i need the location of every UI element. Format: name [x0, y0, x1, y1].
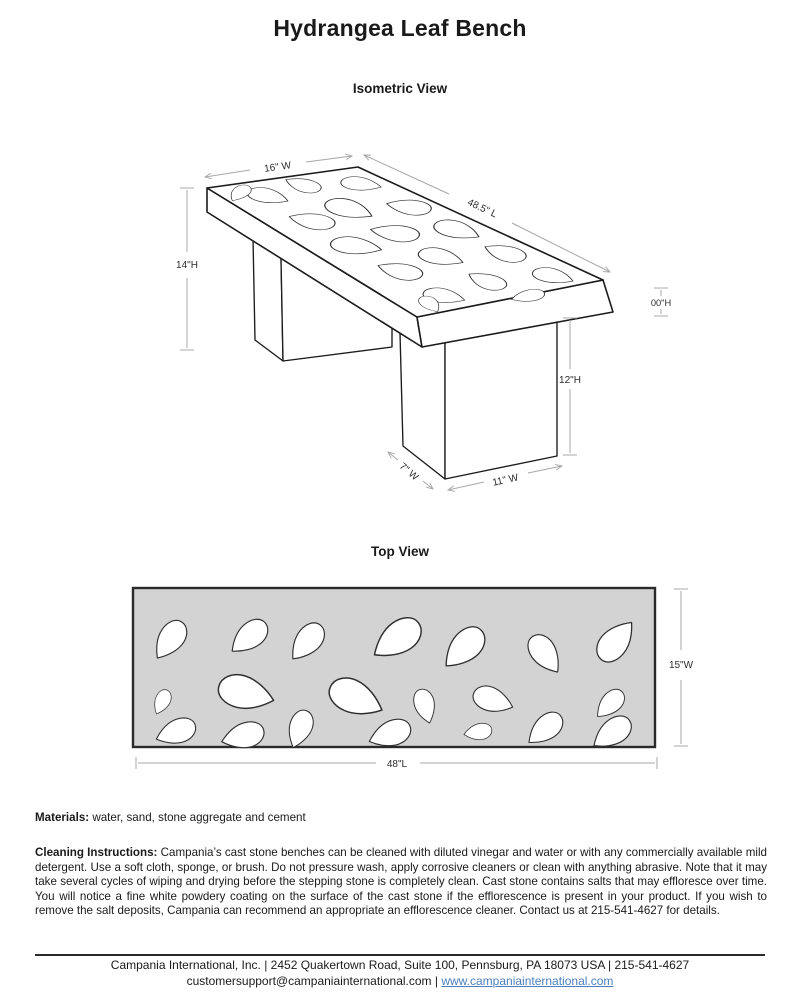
top-view-heading: Top View — [370, 544, 429, 559]
cleaning-instructions-paragraph — [35, 846, 767, 919]
dim-label-leg-width: 11" W — [491, 472, 520, 489]
page-title: Hydrangea Leaf Bench — [273, 15, 527, 41]
dim-label-overall-height: 14"H — [176, 260, 198, 271]
dim-label-slab-thickness: 00"H — [650, 298, 672, 308]
top-view-drawing — [133, 588, 694, 770]
materials-value: water, sand, stone aggregate and cement — [89, 811, 306, 824]
footer-website-link[interactable]: www.campaniainternational.com — [441, 974, 614, 988]
footer-separator: | — [431, 974, 442, 988]
footer-company-line: Campania International, Inc. | 2452 Quakertown Road, Suite 100, Pennsburg, PA 18073 USA | 215-541-4627 — [110, 958, 690, 972]
dim-label-length: 48.5" L — [465, 197, 499, 221]
dim-label-leg-depth: 7" W — [396, 461, 421, 484]
footer-divider — [35, 954, 765, 956]
dim-label-top-width: 16" W — [263, 160, 292, 175]
isometric-drawing — [176, 155, 671, 490]
footer-contact-line — [0, 974, 800, 988]
cleaning-text: Campania’s cast stone benches can be cleaned with diluted vinegar and water or with any commercially available mild detergent. Use a soft cloth, sponge, or brush. Do not pressure wash, apply corrosive cleaners or clean with anything abrasive. Note that it may take several cycles of wiping and drying before the stepping stone is completely clean. Cast stone contains salts that may effloresce over time. You will notice a fine white powdery coating on the surface of the cast stone if the efflorescence is present in your product. If you wish to remove the salt deposits, Campania can recommend an appropriate an efflorescence cleaner. Contact us at 215-541-4627 for details. — [35, 846, 767, 918]
materials-label: Materials: — [35, 811, 90, 824]
dim-label-top-view-width: 15"W — [668, 660, 694, 671]
dim-label-top-view-length: 48"L — [386, 759, 408, 770]
cleaning-label: Cleaning Instructions: — [35, 846, 158, 859]
isometric-view-heading: Isometric View — [352, 81, 448, 96]
footer-email: customersupport@campaniainternational.com — [186, 974, 432, 988]
materials-paragraph — [35, 811, 767, 826]
dim-label-leg-height: 12"H — [559, 375, 581, 386]
